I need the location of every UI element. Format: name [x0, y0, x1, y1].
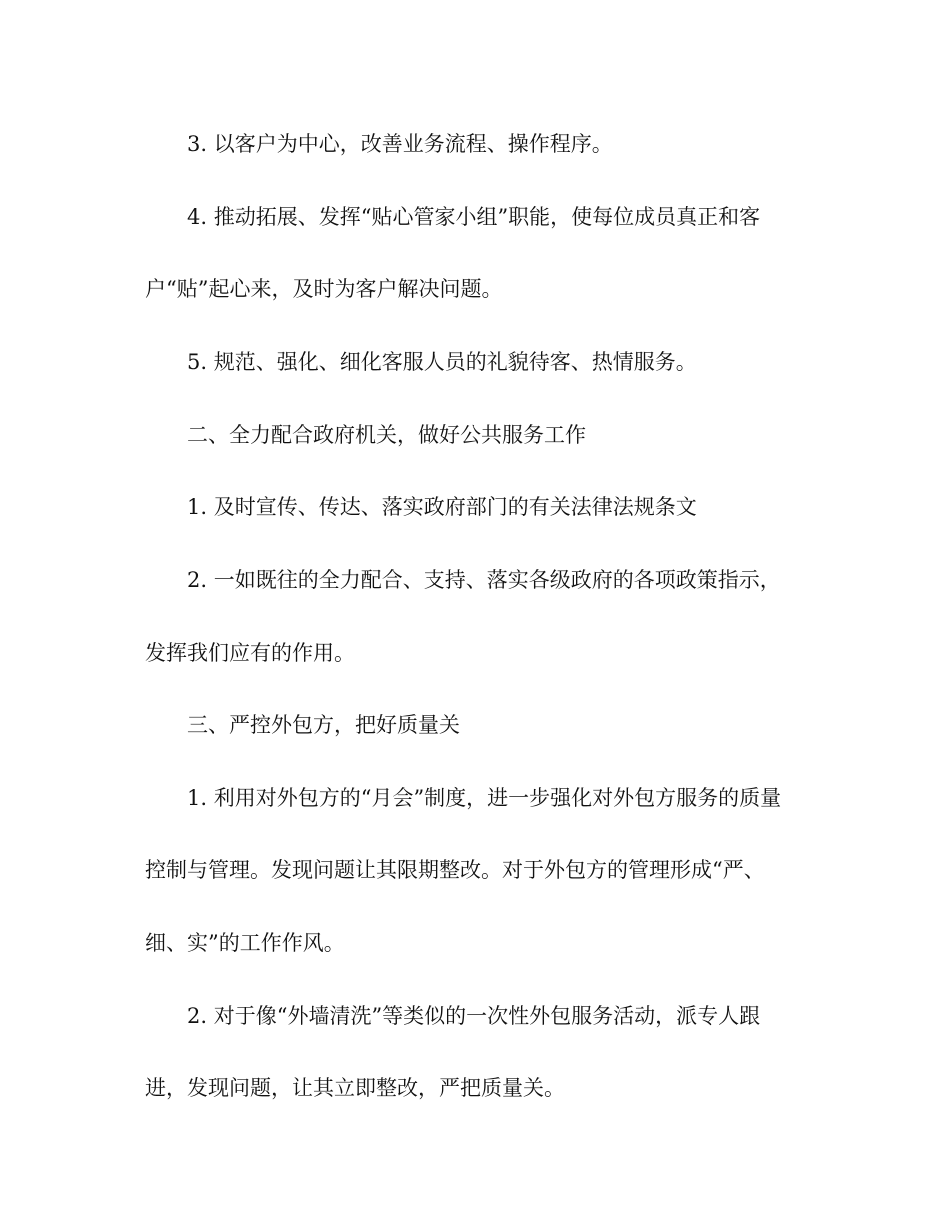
section-3-item-1-line-1: 1. 利用对外包方的“月会”制度，进一步强化对外包方服务的质量 [187, 786, 782, 810]
section-3-item-2-line-2: 进，发现问题，让其立即整改，严把质量关。 [145, 1076, 565, 1100]
paragraph-item-3: 3. 以客户为中心，改善业务流程、操作程序。 [187, 132, 613, 156]
section-2-item-2-line-2: 发挥我们应有的作用。 [145, 641, 355, 665]
section-2-item-1: 1. 及时宣传、传达、落实政府部门的有关法律法规条文 [187, 495, 697, 519]
paragraph-item-5: 5. 规范、强化、细化客服人员的礼貌待客、热情服务。 [187, 350, 697, 374]
section-heading-2: 二、全力配合政府机关，做好公共服务工作 [187, 423, 586, 447]
section-3-item-1-line-2: 控制与管理。发现问题让其限期整改。对于外包方的管理形成“严、 [145, 858, 765, 882]
paragraph-item-4-line-2: 户“贴”起心来，及时为客户解决问题。 [145, 277, 503, 301]
section-heading-3: 三、严控外包方，把好质量关 [187, 713, 460, 737]
section-2-item-2-line-1: 2. 一如既往的全力配合、支持、落实各级政府的各项政策指示， [187, 568, 781, 592]
section-3-item-2-line-1: 2. 对于像“外墙清洗”等类似的一次性外包服务活动，派专人跟 [187, 1004, 761, 1028]
paragraph-item-4-line-1: 4. 推动拓展、发挥“贴心管家小组”职能，使每位成员真正和客 [187, 205, 761, 229]
section-3-item-1-line-3: 细、实”的工作作风。 [145, 931, 345, 955]
